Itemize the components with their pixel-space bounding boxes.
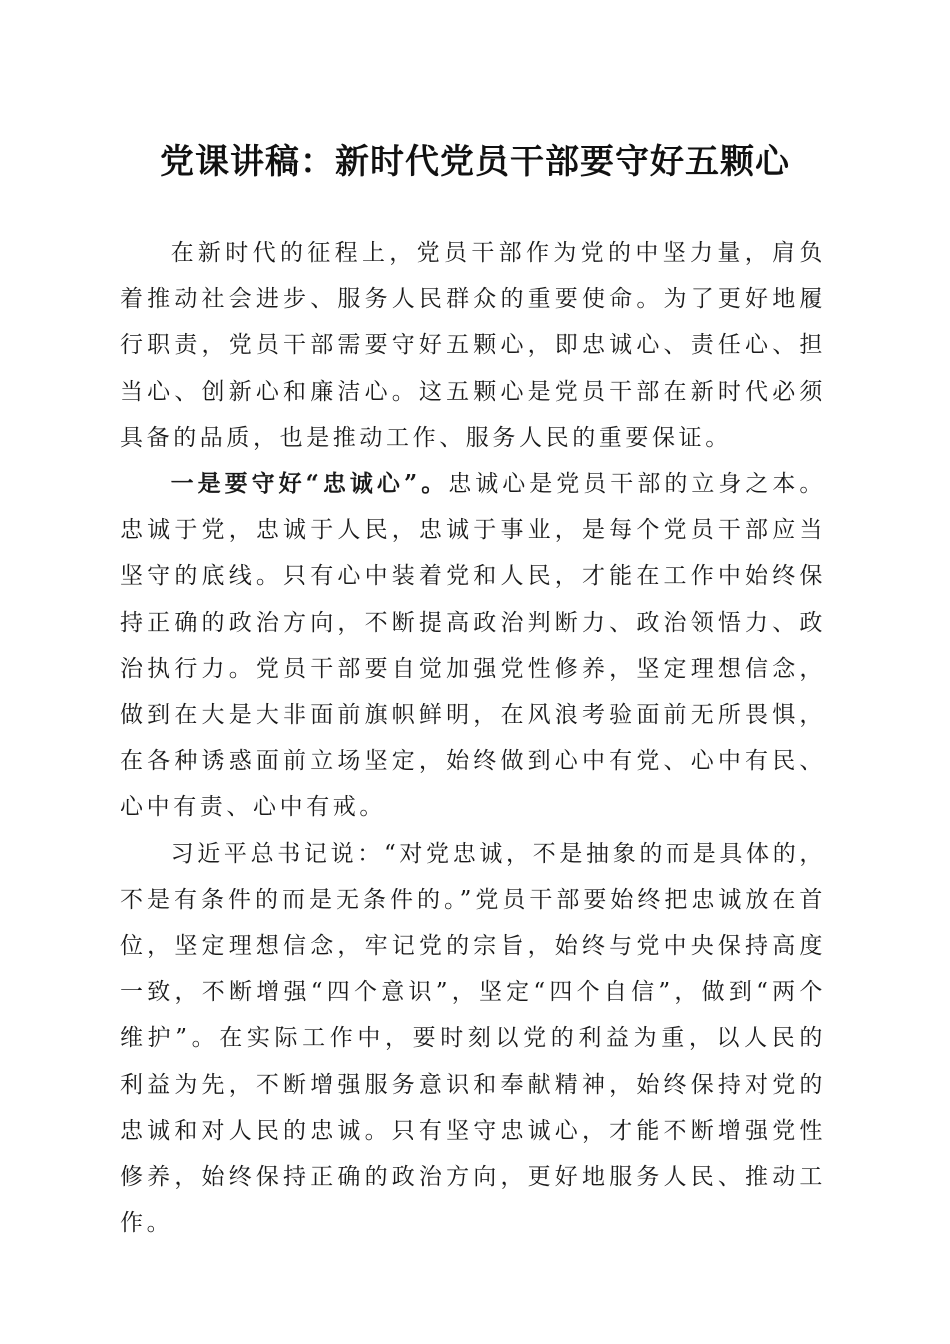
document-body bbox=[120, 230, 826, 1246]
paragraph-loyalty bbox=[120, 461, 826, 831]
paragraph-intro bbox=[120, 230, 826, 461]
document-title: 党课讲稿：新时代党员干部要守好五颗心 bbox=[160, 142, 790, 182]
paragraph-lead: 一是要守好“忠诚心”。 bbox=[170, 470, 449, 498]
paragraph-quote bbox=[120, 831, 826, 1247]
paragraph-text: 在新时代的征程上，党员干部作为党的中坚力量，肩负着推动社会进步、服务人民群众的重要使命。为了更好地履行职责，党员干部需要守好五颗心，即忠诚心、责任心、担当心、创新心和廉洁心。这五颗心是党员干部在新时代必须具备的品质，也是推动工作、服务人民的重要保证。 bbox=[120, 240, 826, 451]
paragraph-text: 忠诚心是党员干部的立身之本。忠诚于党，忠诚于人民，忠诚于事业，是每个党员干部应当坚守的底线。只有心中装着党和人民，才能在工作中始终保持正确的政治方向，不断提高政治判断力、政治领悟力、政治执行力。党员干部要自觉加强党性修养，坚定理想信念，做到在大是大非面前旗帜鲜明，在风浪考验面前无所畏惧，在各种诱惑面前立场坚定，始终做到心中有党、心中有民、心中有责、心中有戒。 bbox=[120, 471, 827, 821]
paragraph-text: 习近平总书记说：“对党忠诚，不是抽象的而是具体的，不是有条件的而是无条件的。”党员干部要始终把忠诚放在首位，坚定理想信念，牢记党的宗旨，始终与党中央保持高度一致，不断增强“四个意识”，坚定“四个自信”，做到“两个维护”。在实际工作中，要时刻以党的利益为重，以人民的利益为先，不断增强服务意识和奉献精神，始终保持对党的忠诚和对人民的忠诚。只有坚守忠诚心，才能不断增强党性修养，始终保持正确的政治方向，更好地服务人民、推动工作。 bbox=[120, 840, 826, 1237]
